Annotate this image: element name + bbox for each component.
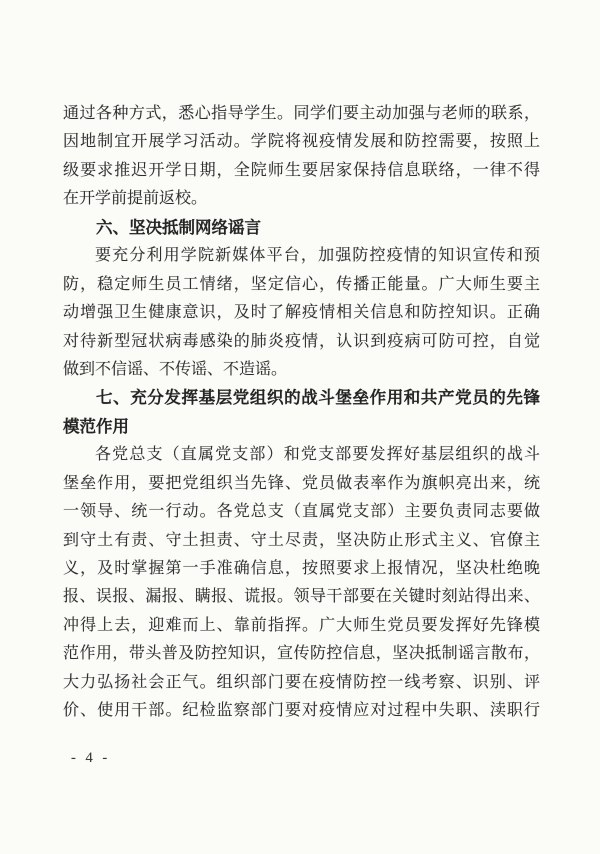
page-number: - 4 - xyxy=(71,750,111,766)
body-line: 通过各种方式，悉心指导学生。同学们要主动加强与老师的联系， xyxy=(63,105,540,122)
body-line: 一领导、统一行动。各党总支（直属党支部）主要负责同志要做 xyxy=(63,503,540,521)
body-line: 动增强卫生健康意识，及时了解疫情相关信息和防控知识。正确 xyxy=(63,304,540,322)
paragraph-party-branches xyxy=(63,441,540,725)
body-line: 大力弘扬社会正气。组织部门要在疫情防控一线考察、识别、评 xyxy=(63,673,540,691)
body-line: 价、使用干部。纪检监察部门要对疫情应对过程中失职、渎职行 xyxy=(63,702,540,720)
paragraph-resist-rumors xyxy=(63,242,540,384)
document-text-block xyxy=(63,100,540,726)
body-line: 因地制宜开展学习活动。学院将视疫情发展和防控需要，按照上 xyxy=(63,133,540,151)
body-line: 做到不信谣、不传谣、不造谣。 xyxy=(63,360,288,378)
body-line: 级要求推迟开学日期，全院师生要居家保持信息联络，一律不得 xyxy=(63,161,540,179)
body-line: 各党总支（直属党支部）和党支部要发挥好基层组织的战斗 xyxy=(95,446,540,464)
body-line: 报、误报、漏报、瞒报、谎报。领导干部要在关键时刻站得出来、 xyxy=(63,588,540,606)
section-heading-seven xyxy=(63,384,540,441)
body-line: 到守土有责、守土担责、守土尽责，坚决防止形式主义、官僚主 xyxy=(63,531,540,549)
heading-line: 模范作用 xyxy=(63,417,129,436)
body-line: 堡垒作用，要把党组织当先锋、党员做表率作为旗帜亮出来，统 xyxy=(63,474,540,492)
body-line: 在开学前提前返校。 xyxy=(63,190,208,208)
heading-line: 七、充分发挥基层党组织的战斗堡垒作用和共产党员的先锋 xyxy=(96,389,540,408)
body-line: 防，稳定师生员工情绪，坚定信心，传播正能量。广大师生要主 xyxy=(63,275,540,293)
paragraph-return-to-school xyxy=(63,100,540,214)
body-line: 冲得上去，迎难而上、靠前指挥。广大师生党员要发挥好先锋模 xyxy=(63,616,540,634)
body-line: 范作用，带头普及防控知识，宣传防控信息，坚决抵制谣言散布， xyxy=(63,645,540,663)
body-line: 要充分利用学院新媒体平台，加强防控疫情的知识宣传和预 xyxy=(95,247,540,265)
section-heading-six: 六、坚决抵制网络谣言 xyxy=(96,218,261,237)
body-line: 对待新型冠状病毒感染的肺炎疫情，认识到疫病可防可控，自觉 xyxy=(63,332,540,350)
body-line: 义，及时掌握第一手准确信息，按照要求上报情况，坚决杜绝晚 xyxy=(63,560,540,577)
